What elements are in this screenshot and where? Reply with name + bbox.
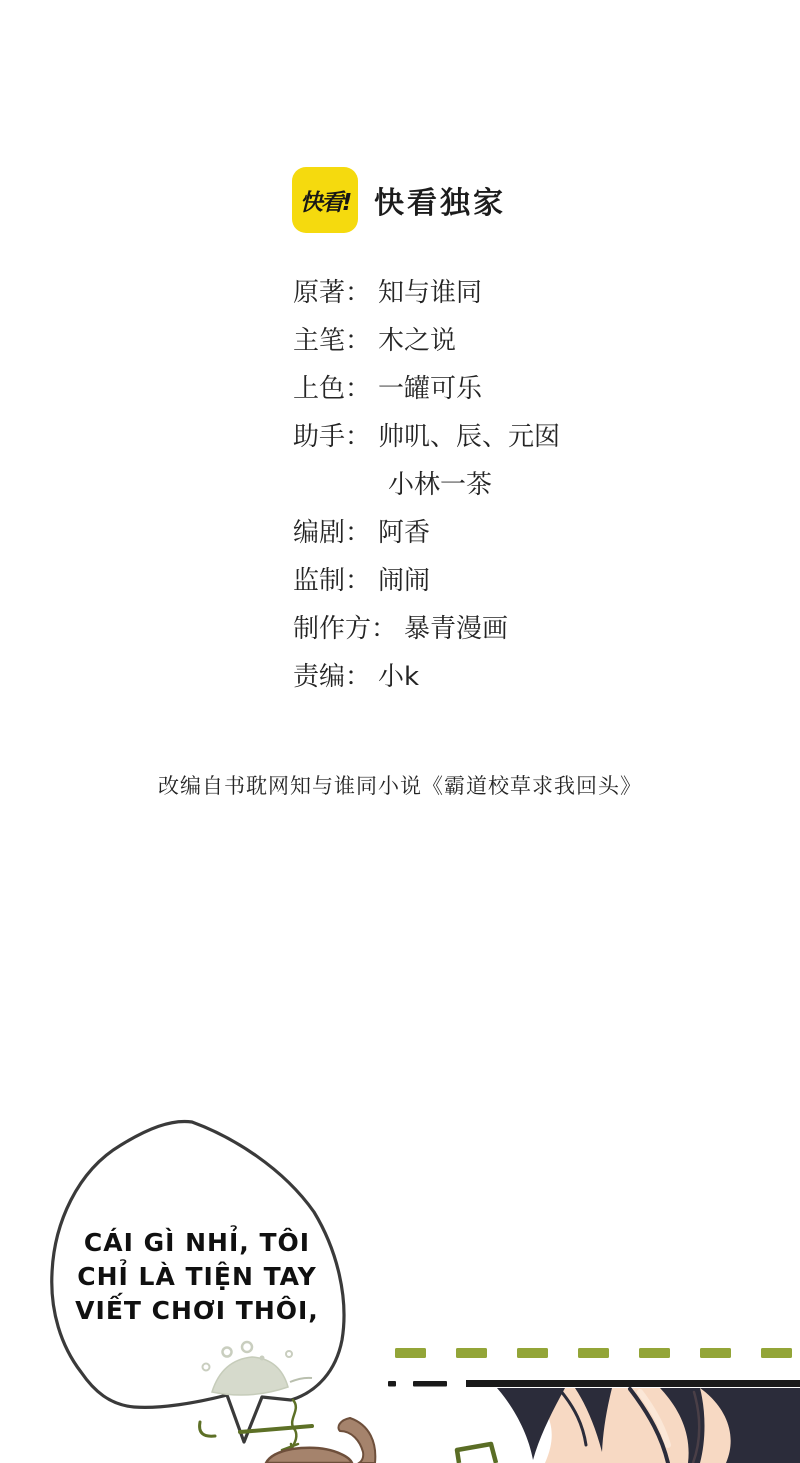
adaptation-note: 改编自书耽网知与谁同小说《霸道校草求我回头》 (158, 774, 642, 798)
credit-value: 闹闹 (378, 565, 431, 596)
credit-label: 制作方： (293, 613, 398, 644)
credit-row-assistants (293, 410, 560, 458)
credit-value: 知与谁同 (378, 277, 483, 308)
green-curve-doodle (200, 1422, 215, 1436)
credit-label: 编剧： (293, 517, 372, 548)
credit-value: 一罐可乐 (378, 373, 483, 404)
credit-value: 小k (378, 661, 420, 692)
credit-row-colorist (293, 362, 560, 410)
brand-header (292, 167, 506, 233)
speech-bubble-text (52, 1226, 342, 1328)
black-dashed-line (388, 1380, 800, 1387)
credit-label: 上色： (293, 373, 372, 404)
chibi-character (266, 1418, 375, 1463)
speech-line: VIẾT CHƠI THÔI, (75, 1296, 319, 1325)
credit-row-supervisor (293, 554, 560, 602)
credit-label: 助手： (293, 421, 372, 452)
credit-label: 监制： (293, 565, 372, 596)
brand-title: 快看独家 (374, 186, 506, 221)
credit-value: 帅叽、辰、元囡 (378, 421, 561, 452)
speech-line: CÁI GÌ NHỈ, TÔI (83, 1228, 311, 1257)
credit-row-lead-artist (293, 314, 560, 362)
green-squiggle-doodle (291, 1400, 296, 1450)
chibi-head (266, 1448, 352, 1463)
credits-list (293, 266, 560, 698)
credit-row-editor (293, 650, 560, 698)
credit-label: 责编： (293, 661, 372, 692)
credit-label: 主笔： (293, 325, 372, 356)
speech-line: CHỈ LÀ TIỆN TAY (77, 1262, 317, 1291)
credit-row-producer (293, 602, 560, 650)
credit-value: 小林一茶 (388, 469, 493, 500)
credit-value: 木之说 (378, 325, 457, 356)
credit-row-original-author (293, 266, 560, 314)
olive-dashed-line (395, 1348, 792, 1358)
credit-label: 原著： (293, 277, 372, 308)
green-square-doodle (457, 1444, 496, 1463)
kuaikan-logo-icon: 快看! (292, 167, 358, 233)
credit-row-screenwriter (293, 506, 560, 554)
character-hair-artwork (497, 1388, 800, 1463)
credit-row-assistants-cont (293, 458, 560, 506)
credit-value: 阿香 (378, 517, 431, 548)
credit-value: 暴青漫画 (404, 613, 509, 644)
